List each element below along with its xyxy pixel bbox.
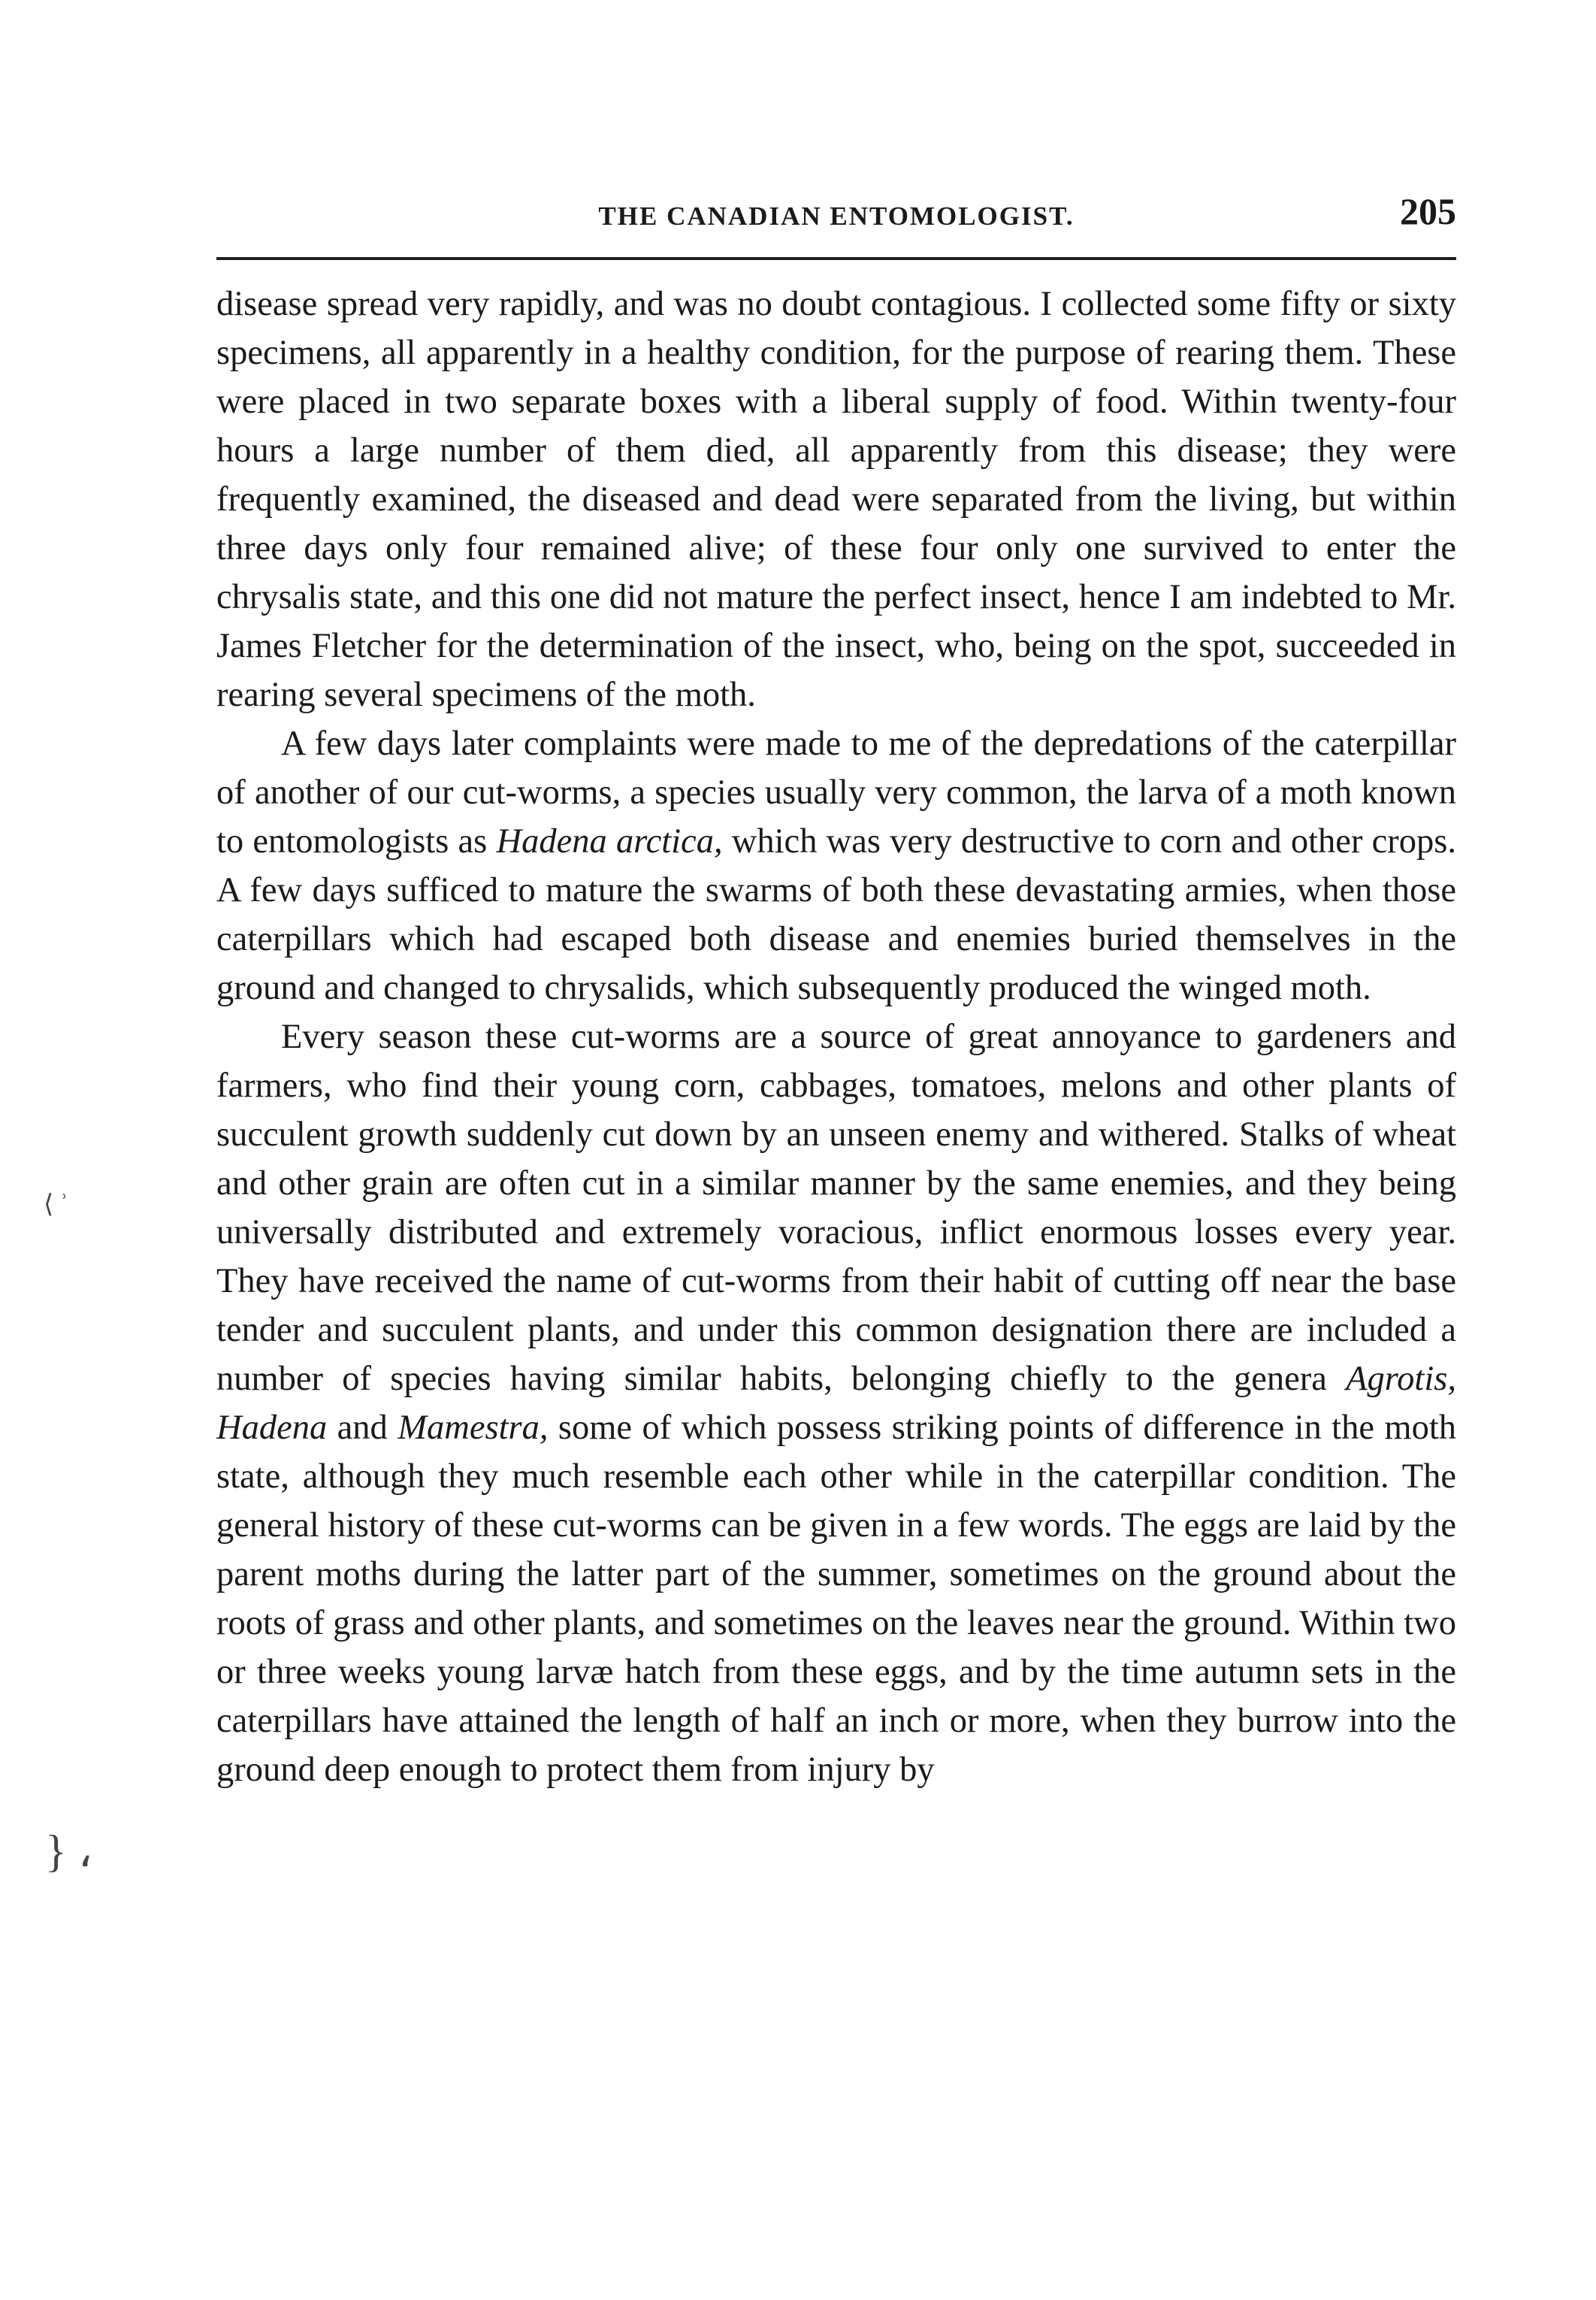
text-run: Every season these cut-worms are a source of great annoyance to gardeners and farmers, who find their young corn, cabbages, tomatoes, melons and other plants of succulent growth suddenly cut down by an unseen enemy and withered. Stalks of wheat and other grain are often cut in a similar manner by the same enemies, and they being universally distributed and extremely voracious, inflict enormous losses every year. They have received the name of cut-worms from their habit of cutting off near the base tender and succulent plants, and under this common designation there are included a number of species having similar habits, belonging chiefly to the genera (216, 1018, 1456, 1398)
text-run: which was very destructive to corn and other crops. A few days sufficed to mature the swarms of both these devastating armies, when those caterpillars which had escaped both disease and enemies buried themselves in the ground and changed to chrysalids, which subsequently produced the winged moth. (216, 822, 1456, 1007)
margin-mark: ⟨ ʾ (44, 1191, 69, 1218)
body-text (216, 280, 1456, 1794)
page-number: 205 (1400, 190, 1456, 232)
running-title: THE CANADIAN ENTOMOLOGIST. (598, 201, 1075, 231)
margin-mark: } ، (45, 1826, 93, 1876)
running-head (216, 188, 1456, 248)
italic-taxon-name: Agrotis, Hadena (216, 1360, 1456, 1447)
header-rule (216, 257, 1456, 260)
italic-taxon-name: Hadena arctica, (496, 822, 723, 861)
paragraph (216, 280, 1456, 719)
italic-taxon-name: Mamestra, (397, 1409, 549, 1447)
paragraph (216, 719, 1456, 1012)
text-run: some of which possess striking points of difference in the moth state, although they much resemble each other while in the caterpillar condition. The general history of these cut-worms can be given in a few words. The eggs are laid by the parent moths during the latter part of the summer, sometimes on the ground about the roots of grass and other plants, and sometimes on the leaves near the ground. Within two or three weeks young larvæ hatch from these eggs, and by the time autumn sets in the caterpillars have attained the length of half an inch or more, when they burrow into the ground deep enough to protect them from injury by (216, 1409, 1457, 1789)
paragraph (216, 1012, 1456, 1794)
text-run: and (327, 1409, 398, 1447)
text-run: A few days later complaints were made to me of the depredations of the caterpillar of another of our cut-worms, a species usually very common, the larva of a moth known to entomologists as (216, 725, 1456, 861)
text-run: disease spread very rapidly, and was no doubt contagious. I collected some fifty or sixty specimens, all apparently in a healthy condition, for the purpose of rearing them. These were placed in two separate boxes with a liberal supply of food. Within twenty-four hours a large number of them died, all apparently from this disease; they were frequently examined, the diseased and dead were separated from the living, but within three days only four remained alive; of these four only one survived to enter the chrysalis state, and this one did not mature the perfect insect, hence I am indebted to Mr. James Fletcher for the determination of the insect, who, being on the spot, succeeded in rearing several specimens of the moth. (216, 285, 1456, 714)
document-page (216, 188, 1456, 1794)
